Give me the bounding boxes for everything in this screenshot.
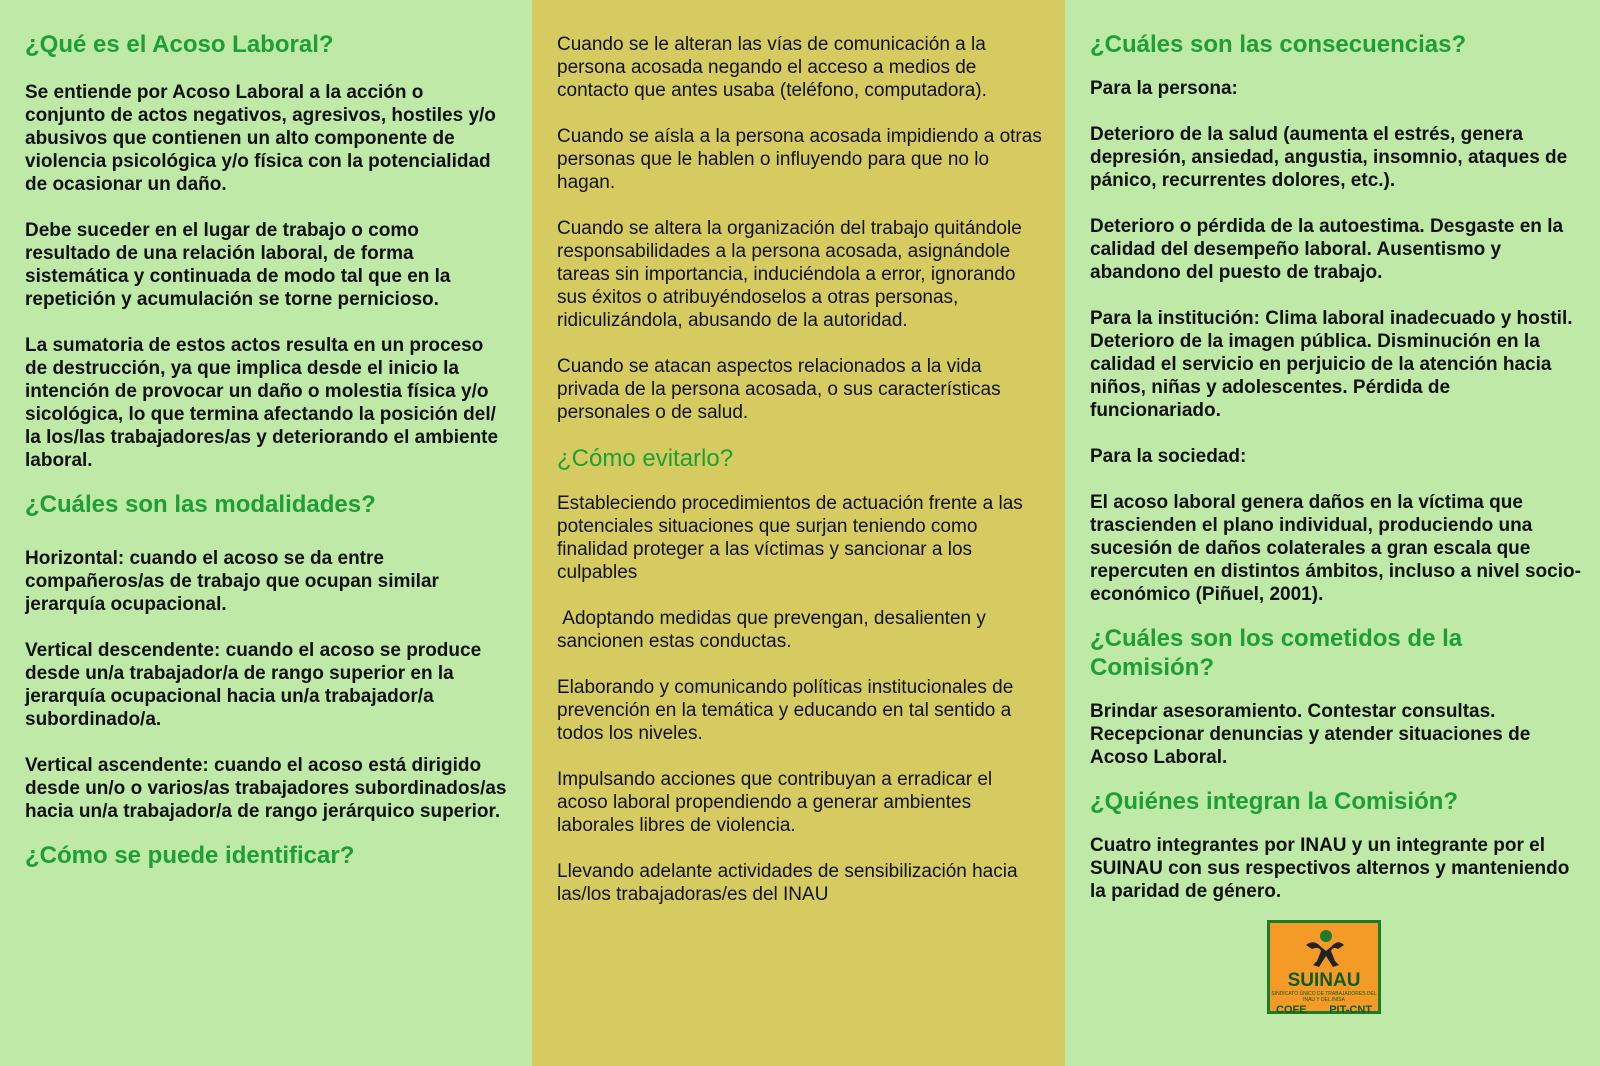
left-column bbox=[0, 0, 532, 1066]
paragraph: Deterioro o pérdida de la autoestima. Desgaste en la calidad del desempeño laboral. Ausentismo y abandono del puesto de trabajo. bbox=[1090, 216, 1564, 283]
heading-cometidos: ¿Cuáles son los cometidos de la Comisión? bbox=[1090, 625, 1463, 681]
suinau-logo bbox=[1267, 920, 1381, 1014]
logo-left-label: COFE bbox=[1276, 1004, 1307, 1016]
heading-consecuencias: ¿Cuáles son las consecuencias? bbox=[1090, 31, 1467, 58]
logo-name: SUINAU bbox=[1287, 970, 1361, 991]
paragraph: Adoptando medidas que prevengan, desalienten y sancionen estas conductas. bbox=[557, 608, 992, 652]
paragraph: Deterioro de la salud (aumenta el estrés, genera depresión, ansiedad, angustia, insomnio, ataques de pánico, recurrentes dolores, etc.). bbox=[1090, 124, 1568, 191]
subheading-persona: Para la persona: bbox=[1090, 78, 1238, 99]
paragraph: Impulsando acciones que contribuyan a erradicar el acoso laboral propendiendo a generar ambientes laborales libres de violencia. bbox=[557, 769, 993, 836]
heading-quienes: ¿Quiénes integran la Comisión? bbox=[1090, 788, 1459, 815]
heading-modalidades: ¿Cuáles son las modalidades? bbox=[25, 491, 376, 518]
paragraph: Llevando adelante actividades de sensibilización hacia las/los trabajadoras/es del INAU bbox=[557, 861, 1018, 905]
right-column bbox=[1065, 0, 1600, 1066]
middle-column bbox=[532, 0, 1065, 1066]
paragraph: Cuando se atacan aspectos relacionados a la vida privada de la persona acosada, o sus características personales o de salud. bbox=[557, 356, 1001, 423]
person-figure-icon bbox=[1302, 929, 1346, 969]
paragraph: El acoso laboral genera daños en la víctima que trascienden el plano individual, produciendo una sucesión de daños colaterales a gran escala que repercuten en distintos ámbitos, incluso a nivel socio-económico (Piñuel, 2001). bbox=[1090, 492, 1581, 605]
heading-que-es: ¿Qué es el Acoso Laboral? bbox=[25, 31, 334, 58]
paragraph: Cuatro integrantes por INAU y un integrante por el SUINAU con sus respectivos alternos y manteniendo la paridad de género. bbox=[1090, 835, 1570, 902]
subheading-sociedad: Para la sociedad: bbox=[1090, 446, 1247, 467]
paragraph: Cuando se aísla a la persona acosada impidiendo a otras personas que le hablen o influyendo para que no lo hagan. bbox=[557, 126, 1042, 193]
paragraph: Para la institución: Clima laboral inadecuado y hostil. Deterioro de la imagen pública. Disminución en la calidad el servicio en perjuicio de la atención hacia niños, niñas y adolescentes. Pérdida de funcionariado. bbox=[1090, 308, 1573, 421]
paragraph: Debe suceder en el lugar de trabajo o como resultado de una relación laboral, de forma sistemática y continuada de modo tal que en la repetición y acumulación se torne pernicioso. bbox=[25, 220, 451, 310]
paragraph: Estableciendo procedimientos de actuación frente a las potenciales situaciones que surjan teniendo como finalidad proteger a las víctimas y sancionar a los culpables bbox=[557, 493, 1023, 583]
paragraph: Cuando se le alteran las vías de comunicación a la persona acosada negando el acceso a medios de contacto que antes usaba (teléfono, computadora). bbox=[557, 34, 987, 101]
paragraph: Cuando se altera la organización del trabajo quitándole responsabilidades a la persona acosada, asignándole tareas sin importancia, induciéndola a error, ignorando sus éxitos o atribuyéndoselos a otras personas, ridiculizándola, abusando de la autoridad. bbox=[557, 218, 1022, 331]
paragraph: Vertical descendente: cuando el acoso se produce desde un/a trabajador/a de rango superior en la jerarquía ocupacional hacia un/a trabajador/a subordinado/a. bbox=[25, 640, 482, 730]
logo-right-label: PIT-CNT bbox=[1329, 1004, 1372, 1016]
paragraph: Brindar asesoramiento. Contestar consultas. Recepcionar denuncias y atender situaciones de Acoso Laboral. bbox=[1090, 701, 1531, 768]
logo-footer bbox=[1270, 1003, 1378, 1016]
paragraph: Elaborando y comunicando políticas institucionales de prevención en la temática y educando en tal sentido a todos los niveles. bbox=[557, 677, 1014, 744]
paragraph: Horizontal: cuando el acoso se da entre compañeros/as de trabajo que ocupan similar jerarquía ocupacional. bbox=[25, 548, 439, 615]
heading-identificar: ¿Cómo se puede identificar? bbox=[25, 842, 355, 869]
logo-subtitle: SINDICATO ÚNICO DE TRABAJADORES DEL INAU Y DEL INISA bbox=[1271, 991, 1377, 1003]
heading-como-evitarlo: ¿Cómo evitarlo? bbox=[557, 445, 734, 472]
paragraph: La sumatoria de estos actos resulta en un proceso de destrucción, ya que implica desde el inicio la intención de provocar un daño o molestia física y/o sicológica, lo que termina afectando la posición del/ la los/las trabajadores/as y deteriorando el ambiente laboral. bbox=[25, 335, 499, 471]
paragraph: Vertical ascendente: cuando el acoso está dirigido desde un/o o varios/as trabajadores subordinados/as hacia un/a trabajador/a de rango jerárquico superior. bbox=[25, 755, 507, 822]
paragraph: Se entiende por Acoso Laboral a la acción o conjunto de actos negativos, agresivos, hostiles y/o abusivos que contienen un alto componente de violencia psicológica y/o física con la potencialidad de ocasionar un daño. bbox=[25, 82, 496, 195]
